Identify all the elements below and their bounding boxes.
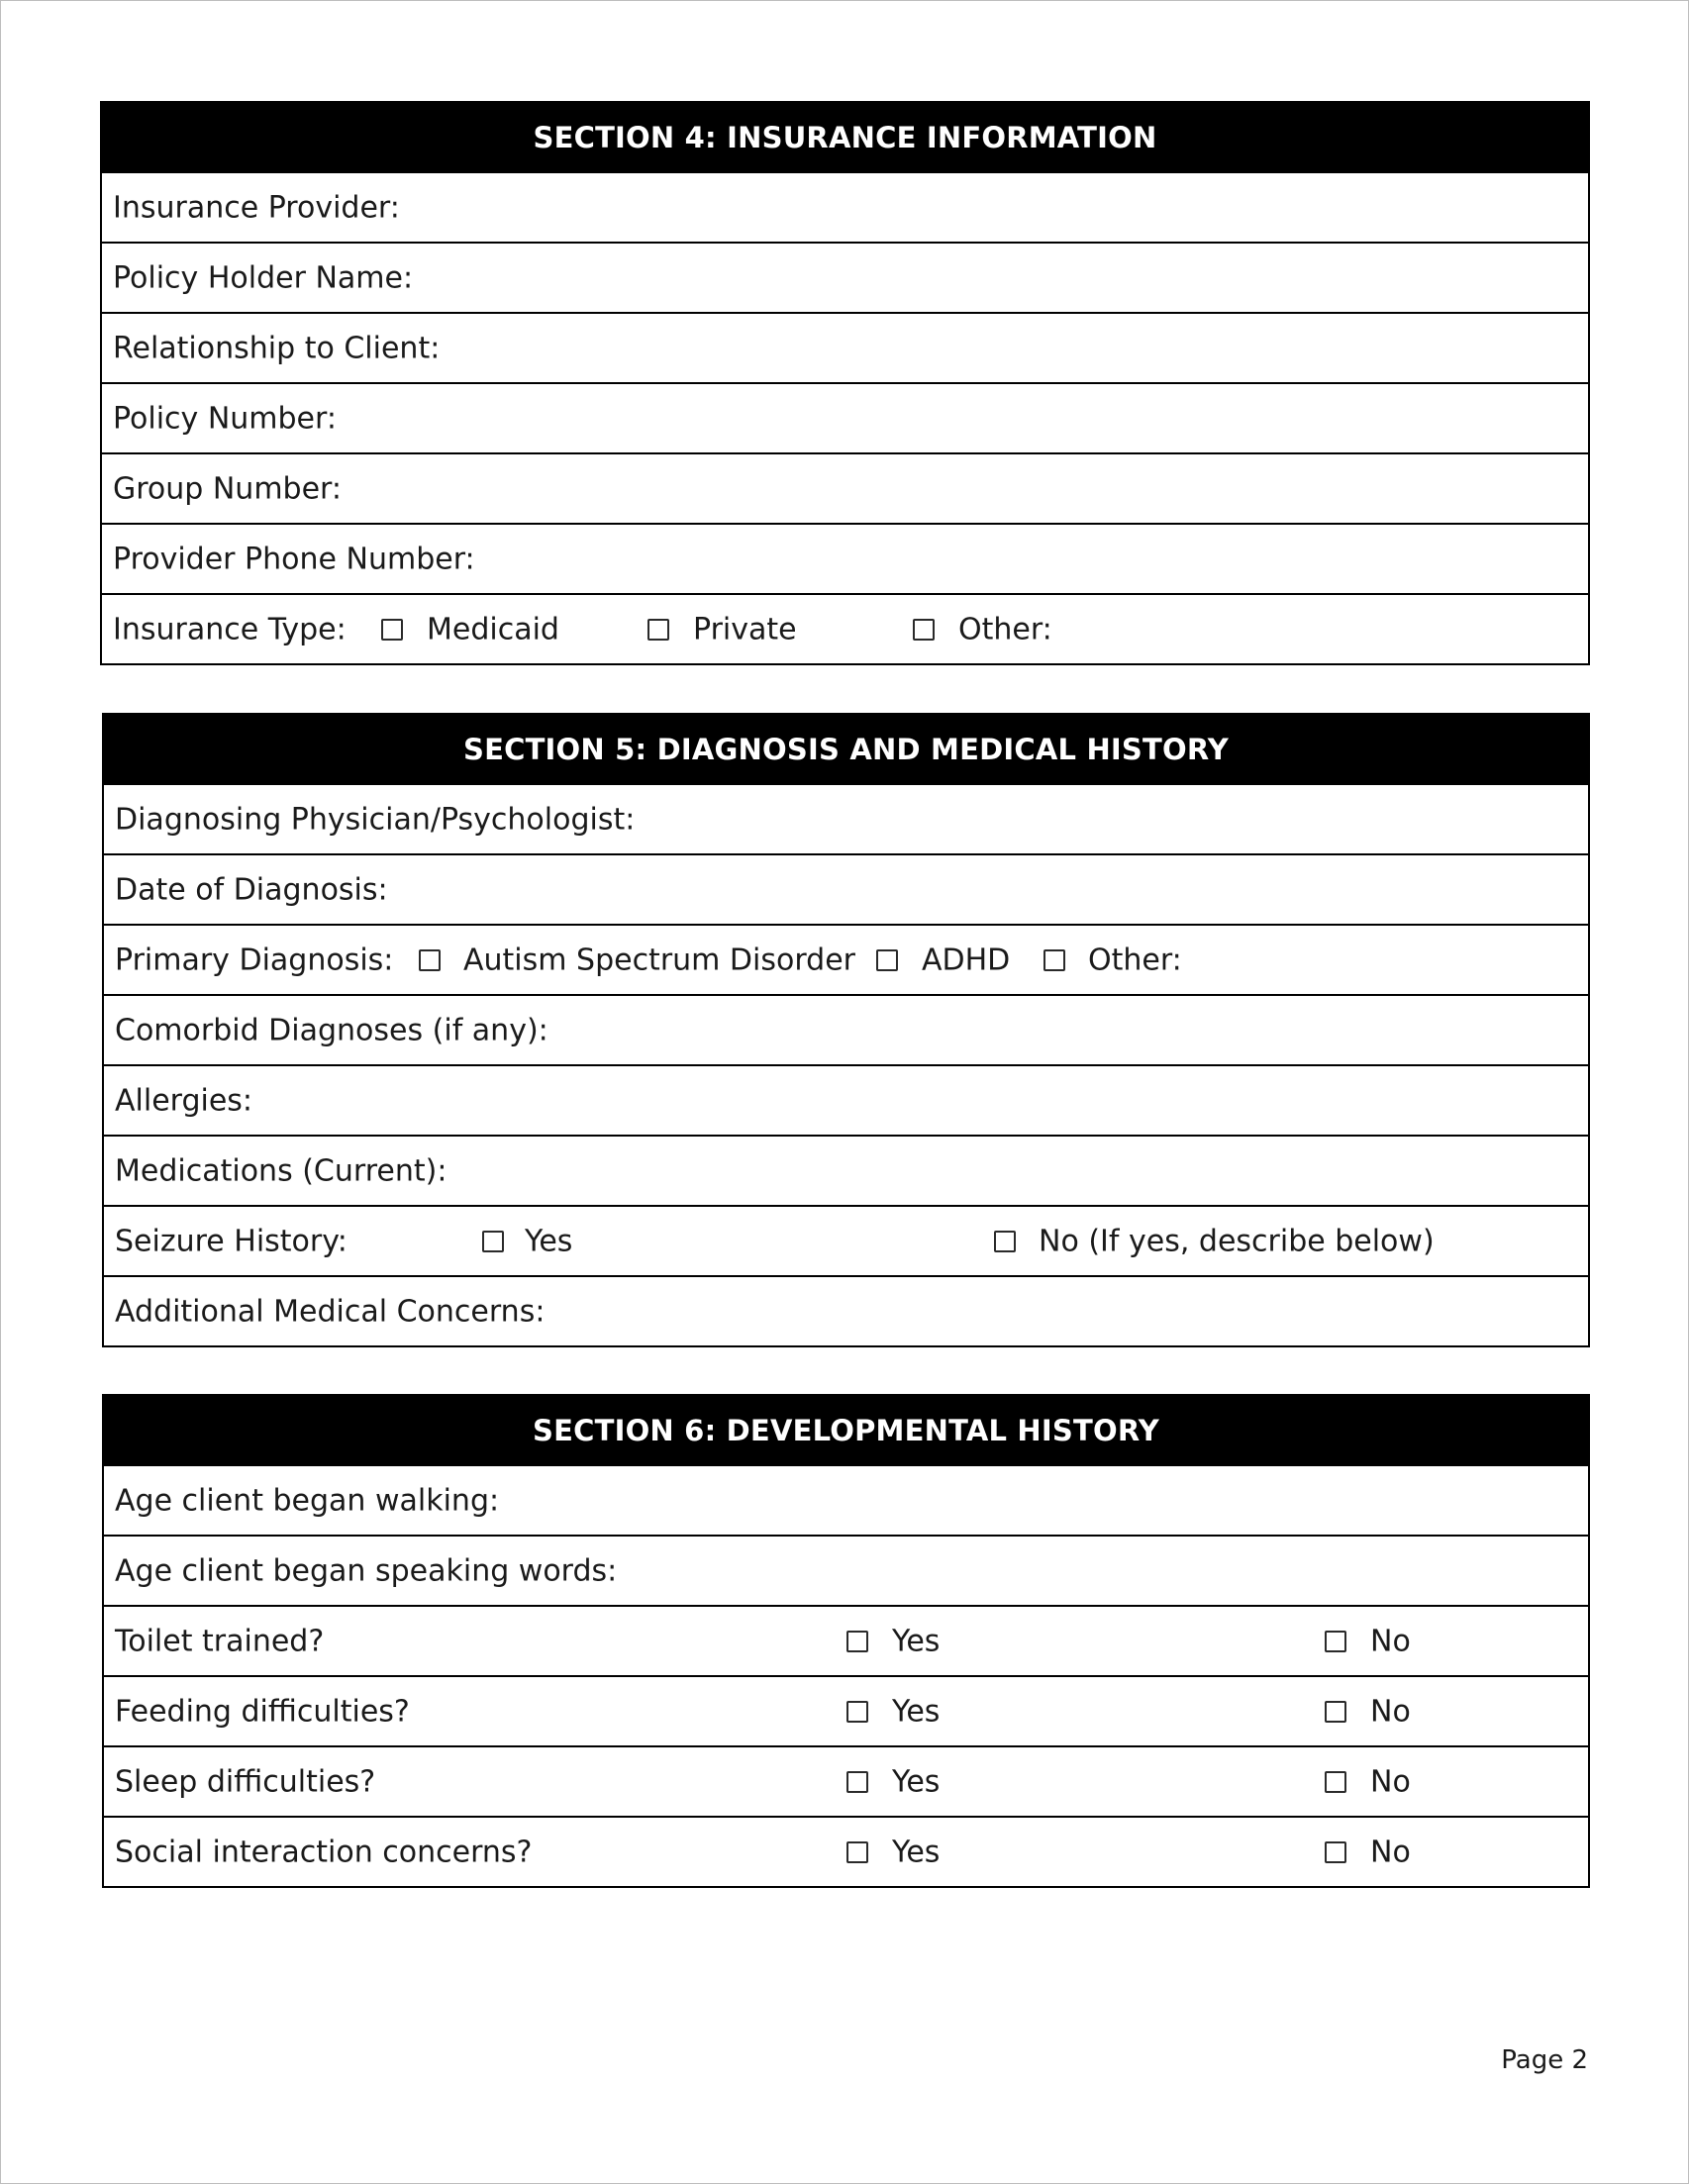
adhd-option-label: ADHD [922,943,1011,977]
speaking-label: Age client began speaking words: [115,1553,618,1588]
section-5-title: SECTION 5: DIAGNOSIS AND MEDICAL HISTORY [104,715,1588,783]
sleep-row [104,1745,1588,1816]
seizure-yes-label: Yes [525,1224,573,1258]
relationship-row[interactable] [102,312,1588,382]
autism-checkbox[interactable] [419,949,441,971]
no-label: No [1370,1764,1411,1799]
relationship-label: Relationship to Client: [113,331,441,365]
medical-concerns-row[interactable] [104,1275,1588,1345]
toilet-no-checkbox[interactable] [1325,1631,1346,1652]
yes-label: Yes [892,1764,941,1799]
policy-holder-row[interactable] [102,242,1588,312]
seizure-label: Seizure History: [115,1224,348,1258]
comorbid-row[interactable] [104,994,1588,1064]
no-label: No [1370,1624,1411,1658]
seizure-yes-checkbox[interactable] [482,1231,504,1252]
primary-diagnosis-row [104,924,1588,994]
provider-phone-row[interactable] [102,523,1588,593]
insurance-type-label: Insurance Type: [113,612,347,646]
social-yes-checkbox[interactable] [846,1841,868,1863]
medications-label: Medications (Current): [115,1153,447,1188]
adhd-checkbox[interactable] [876,949,898,971]
question-label: Feeding difficulties? [115,1694,410,1729]
physician-row[interactable] [104,783,1588,853]
medications-row[interactable] [104,1135,1588,1205]
sleep-no-checkbox[interactable] [1325,1771,1346,1793]
autism-option-label: Autism Spectrum Disorder [463,943,855,977]
medicaid-option-label: Medicaid [427,612,559,646]
allergies-row[interactable] [104,1064,1588,1135]
section-4-title: SECTION 4: INSURANCE INFORMATION [102,103,1588,171]
speaking-row[interactable] [104,1535,1588,1605]
insurance-provider-label: Insurance Provider: [113,190,400,225]
diagnosis-date-row[interactable] [104,853,1588,924]
section-diagnosis [102,713,1590,1347]
walking-label: Age client began walking: [115,1483,500,1518]
group-number-row[interactable] [102,452,1588,523]
other-insurance-checkbox[interactable] [913,619,935,641]
feeding-no-checkbox[interactable] [1325,1701,1346,1723]
seizure-no-label: No (If yes, describe below) [1039,1224,1435,1258]
other-insurance-label: Other: [958,612,1052,646]
provider-phone-label: Provider Phone Number: [113,542,475,576]
toilet-yes-checkbox[interactable] [846,1631,868,1652]
section-6-title: SECTION 6: DEVELOPMENTAL HISTORY [104,1396,1588,1464]
toilet-trained-row [104,1605,1588,1675]
allergies-label: Allergies: [115,1083,253,1118]
insurance-type-row [102,593,1588,663]
other-diagnosis-label: Other: [1088,943,1182,977]
no-label: No [1370,1694,1411,1729]
physician-label: Diagnosing Physician/Psychologist: [115,802,636,837]
primary-diagnosis-label: Primary Diagnosis: [115,943,394,977]
social-row [104,1816,1588,1886]
section-developmental [102,1394,1590,1888]
comorbid-label: Comorbid Diagnoses (if any): [115,1013,548,1047]
no-label: No [1370,1835,1411,1869]
private-checkbox[interactable] [647,619,669,641]
feeding-row [104,1675,1588,1745]
insurance-provider-row[interactable] [102,171,1588,242]
seizure-row [104,1205,1588,1275]
group-number-label: Group Number: [113,471,342,506]
question-label: Sleep difficulties? [115,1764,376,1799]
question-label: Toilet trained? [115,1624,325,1658]
policy-number-label: Policy Number: [113,401,337,436]
feeding-yes-checkbox[interactable] [846,1701,868,1723]
yes-label: Yes [892,1694,941,1729]
medical-concerns-label: Additional Medical Concerns: [115,1294,546,1329]
sleep-yes-checkbox[interactable] [846,1771,868,1793]
policy-holder-label: Policy Holder Name: [113,260,414,295]
other-diagnosis-checkbox[interactable] [1043,949,1065,971]
private-option-label: Private [693,612,797,646]
section-insurance [100,101,1590,665]
walking-row[interactable] [104,1464,1588,1535]
yes-label: Yes [892,1835,941,1869]
medicaid-checkbox[interactable] [381,619,403,641]
policy-number-row[interactable] [102,382,1588,452]
question-label: Social interaction concerns? [115,1835,533,1869]
diagnosis-date-label: Date of Diagnosis: [115,872,388,907]
yes-label: Yes [892,1624,941,1658]
seizure-no-checkbox[interactable] [994,1231,1016,1252]
page-number: Page 2 [1501,2045,1588,2075]
social-no-checkbox[interactable] [1325,1841,1346,1863]
